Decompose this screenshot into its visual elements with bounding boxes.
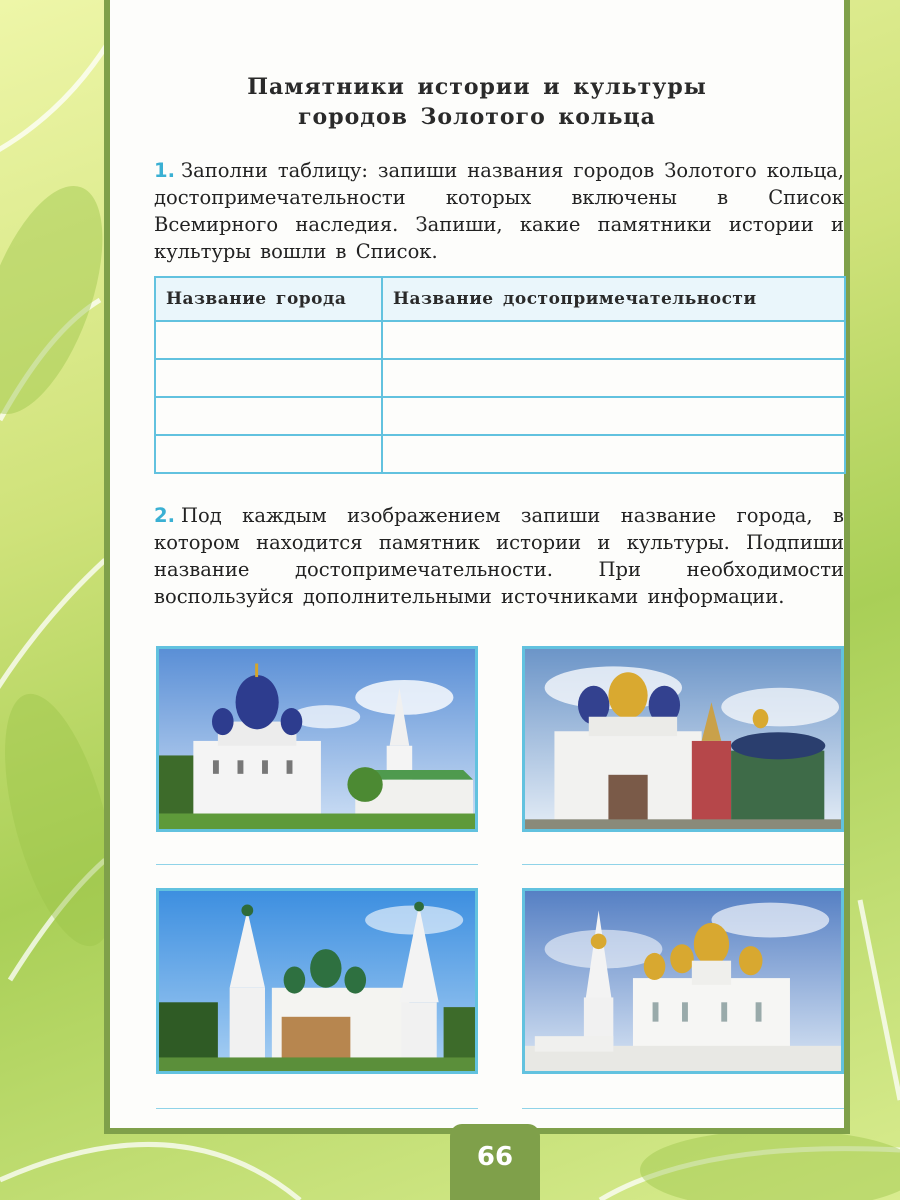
city-cell[interactable] — [155, 359, 382, 397]
gold-blue-dome-cathedral-photo — [522, 646, 844, 832]
answer-line-2[interactable] — [522, 864, 844, 865]
answer-table — [154, 276, 846, 474]
green-dome-church-photo — [156, 888, 478, 1074]
landmark-cell[interactable] — [382, 321, 845, 359]
landmark-cell[interactable] — [382, 359, 845, 397]
title-line-1: Памятники истории и культуры — [247, 74, 707, 100]
page-title — [110, 72, 844, 132]
city-cell[interactable] — [155, 435, 382, 473]
header-city: Название города — [155, 277, 382, 321]
task-1 — [154, 157, 844, 265]
gold-dome-white-cathedral-photo — [522, 888, 844, 1074]
page-number-tab — [450, 1124, 540, 1200]
answer-line-3[interactable] — [156, 1108, 478, 1109]
table-row — [155, 359, 845, 397]
header-landmark: Название достопримечательности — [382, 277, 845, 321]
table-row — [155, 321, 845, 359]
table-header-row — [155, 277, 845, 321]
task-2-number: 2. — [154, 504, 175, 527]
task-2-text: Под каждым изображением запиши название города, в котором находится памятник истории и культуры. Подпиши название достопримечательности. При необходимости воспользуйся дополнительными источниками информации. — [154, 504, 844, 608]
title-line-2: городов Золотого кольца — [298, 104, 656, 130]
city-cell[interactable] — [155, 321, 382, 359]
table-row — [155, 435, 845, 473]
landmark-cell[interactable] — [382, 397, 845, 435]
page-number: 66 — [476, 1142, 514, 1172]
page — [104, 0, 850, 1134]
answer-line-1[interactable] — [156, 864, 478, 865]
answer-line-4[interactable] — [522, 1108, 844, 1109]
table-row — [155, 397, 845, 435]
task-2 — [154, 502, 844, 610]
city-cell[interactable] — [155, 397, 382, 435]
task-1-number: 1. — [154, 159, 175, 182]
task-1-text: Заполни таблицу: запиши названия городов Золотого кольца, достопримечательности которых включены в Список Всемирного наследия. Запиши, какие памятники истории и культуры вошли в Список. — [154, 159, 844, 263]
blue-dome-cathedral-photo — [156, 646, 478, 832]
landmark-cell[interactable] — [382, 435, 845, 473]
